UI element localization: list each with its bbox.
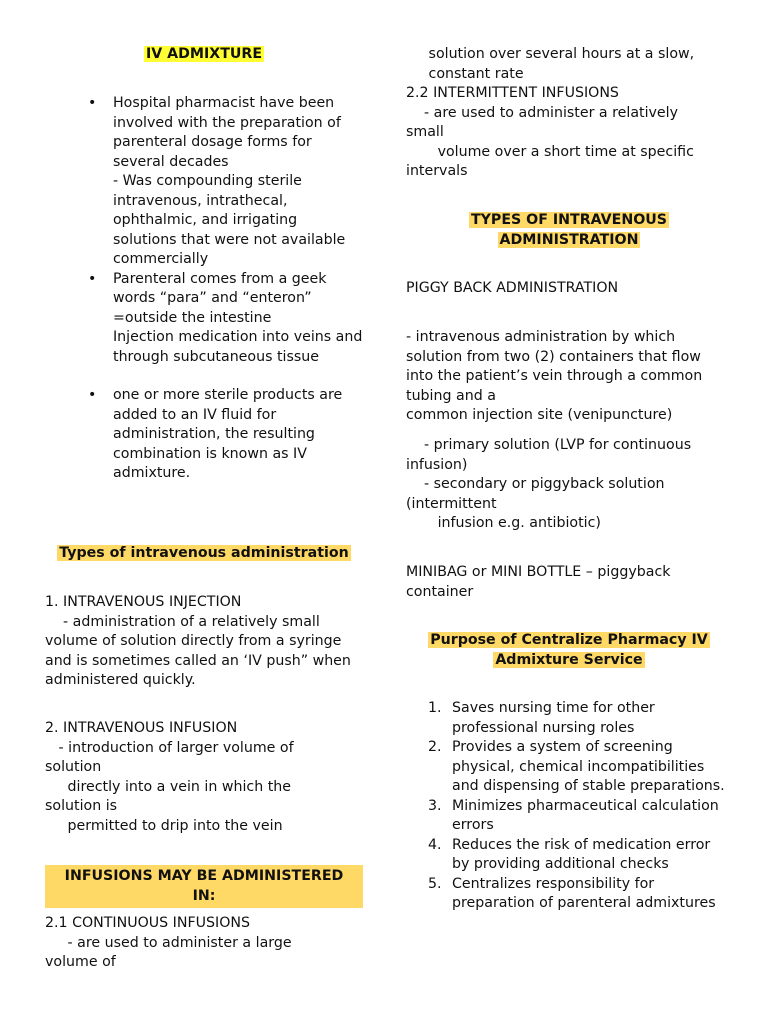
infusion-line: - introduction of larger volume of (45, 739, 294, 756)
intermittent-line: volume over a short time at specific (406, 143, 694, 160)
continuous-title: 2.1 CONTINUOUS INFUSIONS (45, 915, 250, 931)
minibag-text: MINIBAG or MINI BOTTLE – piggyback container (406, 564, 671, 600)
injection-description: - administration of a relatively small volume of solution directly from a syringe and is sometimes called an ‘IV push” when administered quickly. (45, 613, 374, 688)
purpose-item (406, 699, 732, 738)
purpose-number: 5. (428, 875, 442, 892)
iv-admixture-title: IV ADMIXTURE (145, 46, 263, 62)
purpose-list (406, 699, 732, 914)
iv-types-heading-line: TYPES OF INTRAVENOUS (470, 212, 667, 228)
continuation-text (406, 45, 732, 84)
intermittent-section (406, 84, 732, 182)
purpose-heading-line: Purpose of Centralize Pharmacy IV (430, 632, 708, 648)
iv-types-heading (406, 211, 732, 250)
piggyback-description: - intravenous administration by which solution from two (2) containers that flow into the patient’s vein through a common tubing and a common injection site (venipuncture) (406, 329, 703, 423)
solution-line: infusion) (406, 456, 468, 473)
infusion-line: directly into a vein in which the (45, 778, 291, 795)
solutions-list (406, 436, 732, 534)
solution-line: (intermittent (406, 495, 497, 512)
purpose-item (406, 797, 732, 836)
piggyback-title: PIGGY BACK ADMINISTRATION (406, 280, 619, 296)
purpose-heading-line: Admixture Service (495, 651, 643, 668)
purpose-text: Minimizes pharmaceutical calculation errors (452, 797, 719, 833)
iv-types-heading-line: ADMINISTRATION (499, 231, 639, 248)
solution-line: - secondary or piggyback solution (406, 476, 665, 492)
purpose-text: Saves nursing time for other professional nursing roles (452, 700, 655, 736)
intermittent-title: 2.2 INTERMITTENT INFUSIONS (406, 85, 619, 101)
continuation-line: solution over several hours at a slow, (406, 46, 695, 62)
intro-bullet-list (45, 94, 363, 484)
intermittent-line: small (406, 124, 444, 140)
continuous-section (45, 914, 363, 973)
intermittent-line: - are used to administer a relatively (406, 104, 678, 121)
purpose-item (406, 836, 732, 875)
infusion-section (45, 719, 363, 836)
infusion-line: permitted to drip into the vein (45, 817, 283, 834)
purpose-number: 2. (428, 739, 442, 755)
solution-line: - primary solution (LVP for continuous (406, 437, 692, 453)
purpose-heading (406, 631, 732, 670)
purpose-number: 1. (428, 700, 442, 716)
types-heading-row (45, 544, 363, 564)
solution-line: infusion e.g. antibiotic) (406, 515, 601, 531)
injection-title: 1. INTRAVENOUS INJECTION (45, 594, 242, 610)
infusion-line: solution is (45, 798, 118, 814)
purpose-text: Reduces the risk of medication error by providing additional checks (452, 836, 711, 872)
purpose-text: Centralizes responsibility for preparation of parenteral admixtures (452, 875, 716, 911)
bullet-item: • Hospital pharmacist have been involved with the preparation of parenteral dosage forms for several decades - Was compounding sterile intravenous, intrathecal, ophthalmic, and irrigating solutions that were not available commercially (45, 94, 363, 270)
infusions-administered-box: INFUSIONS MAY BE ADMINISTERED IN: (45, 865, 363, 908)
purpose-number: 4. (428, 836, 442, 853)
continuous-line: volume of (45, 954, 116, 970)
continuation-line: constant rate (406, 65, 524, 82)
infusion-line: solution (45, 759, 102, 775)
bullet-item: • Parenteral comes from a geek words “para” and “enteron” =outside the intestine Injection medication into veins and through subcutaneous tissue (45, 270, 363, 368)
purpose-number: 3. (428, 797, 442, 814)
iv-admixture-title-row (45, 45, 363, 65)
purpose-item (406, 875, 732, 914)
intermittent-line: intervals (406, 163, 468, 179)
continuous-line: - are used to administer a large (45, 934, 292, 951)
purpose-text: Provides a system of screening physical, chemical incompatibilities and dispensing of stable preparations. (452, 739, 725, 794)
purpose-item (406, 738, 732, 797)
bullet-item: • one or more sterile products are added to an IV fluid for administration, the resulting combination is known as IV admixture. (45, 386, 363, 484)
types-heading: Types of intravenous administration (59, 545, 349, 561)
infusion-title: 2. INTRAVENOUS INFUSION (45, 720, 238, 736)
injection-section (45, 593, 374, 691)
